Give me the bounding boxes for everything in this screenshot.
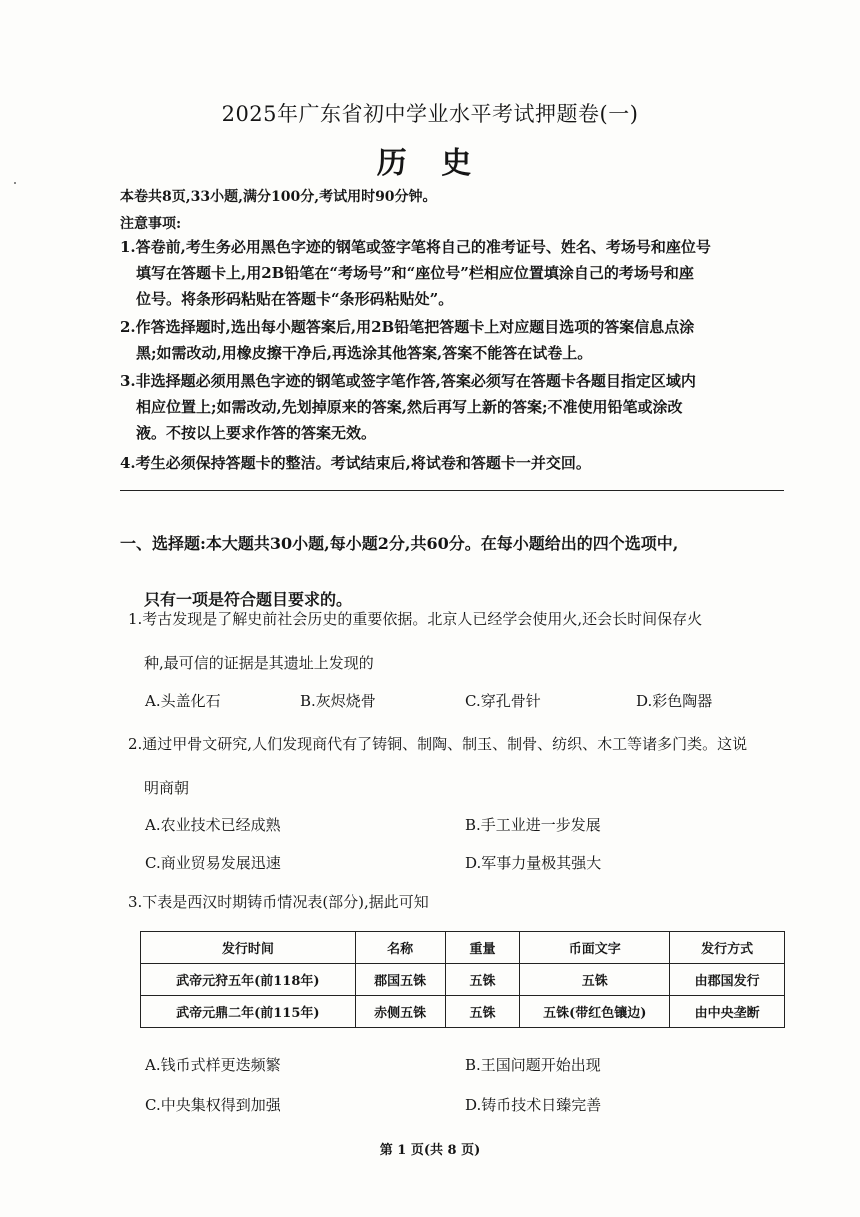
notice-line: 2.作答选择题时,选出每小题答案后,用2B铅笔把答题卡上对应题目选项的答案信息点涂	[120, 318, 695, 336]
question-2-option-d[interactable]: D.军事力量极其强大	[465, 854, 602, 872]
stem-line: 种,最可信的证据是其遗址上发现的	[144, 654, 374, 672]
table-header-cell: 重量	[445, 932, 520, 964]
divider-rule	[120, 490, 784, 491]
table-header-row	[141, 932, 785, 964]
question-3-stem: 3.下表是西汉时期铸币情况表(部分),据此可知	[128, 893, 429, 911]
notice-line: 1.答卷前,考生务必用黑色字迹的钢笔或签字笔将自己的准考证号、姓名、考场号和座位号	[120, 238, 711, 256]
notice-line: 相应位置上;如需改动,先划掉原来的答案,然后再写上新的答案;不准使用铅笔或涂改	[136, 398, 683, 416]
subject-title: 历 史	[376, 146, 484, 181]
question-1-option-c[interactable]: C.穿孔骨针	[465, 692, 541, 710]
question-3-option-b[interactable]: B.王国问题开始出现	[465, 1056, 601, 1074]
exam-summary: 本卷共8页,33小题,满分100分,考试用时90分钟。	[120, 189, 437, 205]
table-header-cell: 币面文字	[520, 932, 670, 964]
table-cell: 由中央垄断	[670, 996, 785, 1028]
notice-line: 4.考生必须保持答题卡的整洁。考试结束后,将试卷和答题卡一并交回。	[120, 454, 591, 472]
table-cell: 赤侧五铢	[355, 996, 445, 1028]
question-1-option-b[interactable]: B.灰烬烧骨	[300, 692, 376, 710]
notice-item-1	[120, 234, 711, 312]
coin-table	[140, 931, 785, 1028]
notice-title: 注意事项:	[120, 216, 182, 232]
notice-item-2	[120, 314, 694, 366]
table-cell: 五铢	[445, 964, 520, 996]
table-cell: 武帝元狩五年(前118年)	[141, 964, 356, 996]
notice-item-4	[120, 450, 591, 476]
notice-item-3	[120, 368, 696, 446]
exam-title: 2025年广东省初中学业水平考试押题卷(一)	[221, 102, 639, 126]
table-cell: 武帝元鼎二年(前115年)	[141, 996, 356, 1028]
table-header-cell: 名称	[355, 932, 445, 964]
notice-line: 位号。将条形码粘贴在答题卡“条形码粘贴处”。	[136, 290, 454, 308]
question-2-option-b[interactable]: B.手工业进一步发展	[465, 816, 601, 834]
notice-line: 液。不按以上要求作答的答案无效。	[136, 424, 377, 442]
question-3-option-a[interactable]: A.钱币式样更迭频繁	[145, 1056, 281, 1074]
table-header-cell: 发行时间	[141, 932, 356, 964]
question-3-option-d[interactable]: D.铸币技术日臻完善	[465, 1096, 602, 1114]
notice-line: 填写在答题卡上,用2B铅笔在“考场号”和“座位号”栏相应位置填涂自己的考场号和座	[136, 264, 694, 282]
scan-speck	[14, 182, 16, 184]
notice-line: 3.非选择题必须用黑色字迹的钢笔或签字笔作答,答案必须写在答题卡各题目指定区域内	[120, 372, 696, 390]
question-1-option-d[interactable]: D.彩色陶器	[636, 692, 713, 710]
table-row	[141, 964, 785, 996]
table-row	[141, 996, 785, 1028]
table-cell: 郡国五铢	[355, 964, 445, 996]
question-2-stem	[128, 722, 747, 810]
question-2-option-a[interactable]: A.农业技术已经成熟	[145, 816, 281, 834]
question-3-option-c[interactable]: C.中央集权得到加强	[145, 1096, 281, 1114]
notice-line: 黑;如需改动,用橡皮擦干净后,再选涂其他答案,答案不能答在试卷上。	[136, 344, 593, 362]
page-number: 第 1 页(共 8 页)	[379, 1143, 481, 1158]
section-line: 一、选择题:本大题共30小题,每小题2分,共60分。在每小题给出的四个选项中,	[120, 534, 679, 553]
table-cell: 由郡国发行	[670, 964, 785, 996]
table-header-cell: 发行方式	[670, 932, 785, 964]
question-1-option-a[interactable]: A.头盖化石	[145, 692, 221, 710]
table-cell: 五铢	[520, 964, 670, 996]
table-cell: 五铢	[445, 996, 520, 1028]
stem-line: 2.通过甲骨文研究,人们发现商代有了铸铜、制陶、制玉、制骨、纺织、木工等诸多门类。这说	[128, 735, 748, 753]
stem-line: 1.考古发现是了解史前社会历史的重要依据。北京人已经学会使用火,还会长时间保存火	[128, 610, 703, 628]
section-line: 只有一项是符合题目要求的。	[144, 590, 353, 609]
table-cell: 五铢(带红色镶边)	[520, 996, 670, 1028]
stem-line: 明商朝	[144, 779, 190, 797]
question-2-option-c[interactable]: C.商业贸易发展迅速	[145, 854, 281, 872]
question-1-stem	[128, 597, 702, 685]
